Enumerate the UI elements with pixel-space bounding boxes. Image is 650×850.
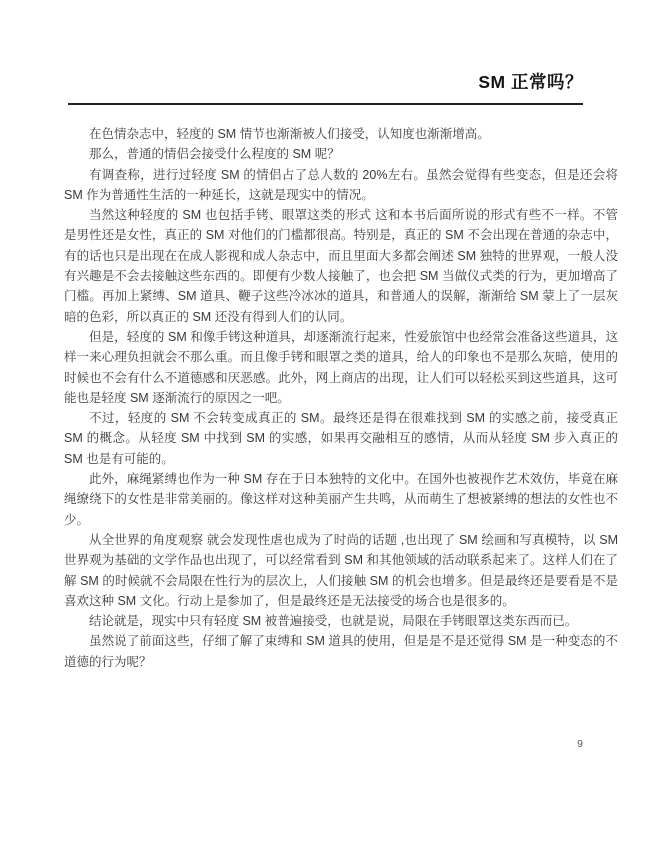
page-number: 9 <box>577 738 583 750</box>
paragraph-10: 虽然说了前面这些，仔细了解了束缚和 SM 道具的使用，但是是不是还觉得 SM 是一种变态的不道德的行为呢？ <box>64 634 618 669</box>
title-divider <box>68 103 583 106</box>
paragraph-3: 有调查称，进行过轻度 SM 的情侣占了总人数的 20%左右。虽然会觉得有些变态，但是还会将 SM 作为普通性生活的一种延长，这就是现实中的情况。 <box>64 167 618 202</box>
paragraph-1: 在色情杂志中，轻度的 SM 情节也渐渐被人们接受，认知度也渐渐增高。 <box>89 127 490 141</box>
paragraph-7: 此外，麻绳紧缚也作为一种 SM 存在于日本独特的文化中。在国外也被视作艺术效仿，毕竟在麻绳缭绕下的女性是非常美丽的。像这样对这种美丽产生共鸣，从而萌生了想被紧缚的想法的女性也不少。 <box>64 472 618 527</box>
paragraph-6: 不过，轻度的 SM 不会转变成真正的 SM。最终还是得在很难找到 SM 的实感之前，接受真正 SM 的概念。从轻度 SM 中找到 SM 的实感，如果再交融相互的感情，从而从轻度 SM 步入真正的 SM 也是有可能的。 <box>64 411 618 466</box>
paragraph-5: 但是，轻度的 SM 和像手铐这种道具，却逐渐流行起来，性爱旅馆中也经常会准备这些道具，这样一来心理负担就会不那么重。而且像手铐和眼罩之类的道具，给人的印象也不是那么灰暗，使用的时候也不会有什么不道德感和厌恶感。此外，网上商店的出现，让人们可以轻松买到这些道具，这可能也是轻度 SM 逐渐流行的原因之一吧。 <box>64 329 618 405</box>
page-header <box>68 0 583 105</box>
paragraph-9: 结论就是，现实中只有轻度 SM 被普遍接受，也就是说，局限在手铐眼罩这类东西而已。 <box>89 614 578 629</box>
paragraph-2: 那么，普通的情侣会接受什么程度的 SM 呢？ <box>89 147 340 162</box>
paragraph-4: 当然这种轻度的 SM 也包括手铐、眼罩这类的形式 这和本书后面所说的形式有些不一样。不管是男性还是女性，真正的 SM 对他们的门槛都很高。特别是，真正的 SM 不会出现在普通的杂志中，有的话也只是出现在在成人影视和成人杂志中，而且里面大多都会阐述 SM 独特的世界观，一般人没有兴趣是不会去接触这些东西的。即便有少数人接触了，也会把 SM 当做仪式类的行为，更加增高了门槛。再加上紧缚、SM 道具、鞭子这些冷冰冰的道具，和普通人的误解，渐渐给 SM 蒙上了一层灰暗的色彩，所以真正的 SM 还没有得到人们的认同。 <box>64 208 618 324</box>
paragraph-8: 从全世界的角度观察 就会发现性虐也成为了时尚的话题 ,也出现了 SM 绘画和写真模特，以 SM 世界观为基础的文学作品也出现了，可以经常看到 SM 和其他领域的活动联系起来了。这样人们在了解 SM 的时候就不会局限在性行为的层次上，人们接触 SM 的机会也增多。但是最终还是要看是不是喜欢这种 SM 文化。行动上是参加了，但是最终还是无法接受的场合也是很多的。 <box>64 532 618 608</box>
page-title: SM 正常吗？ <box>478 72 583 92</box>
body-text <box>64 124 618 672</box>
